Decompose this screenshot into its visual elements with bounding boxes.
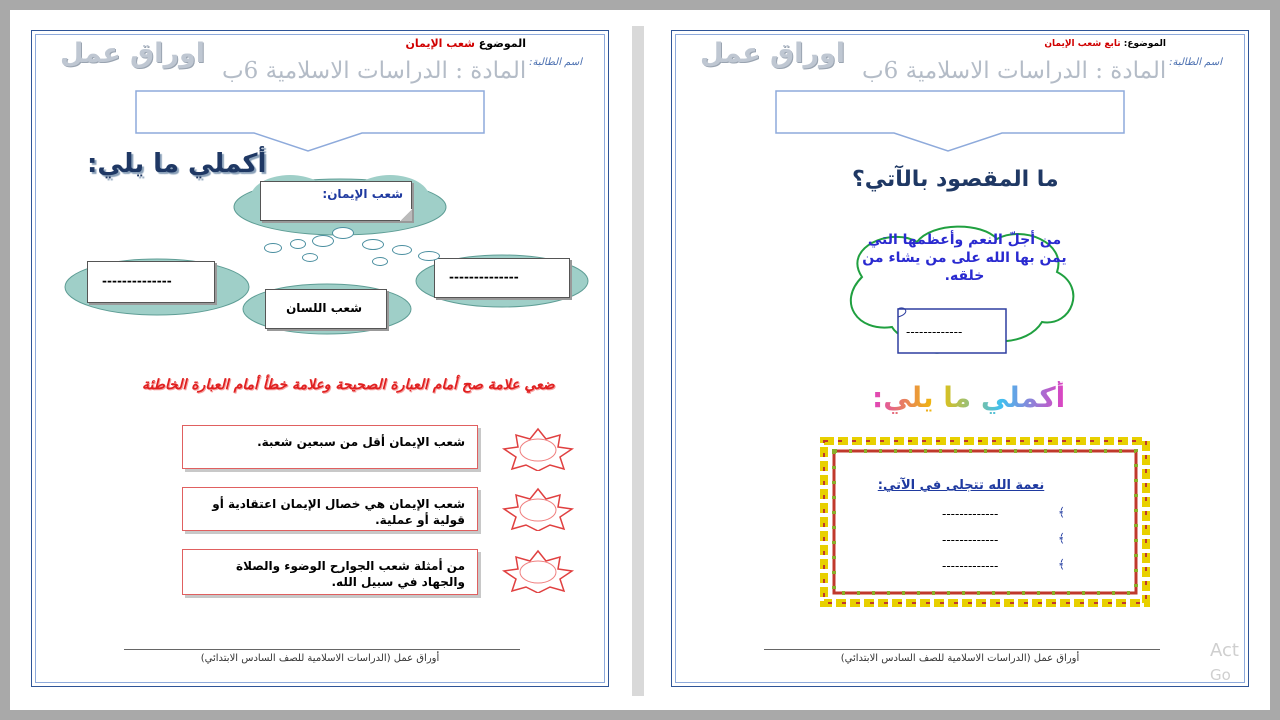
ornamental-frame [820,437,1150,607]
page-fold-icon [400,209,412,221]
page-footer: أوراق عمل (الدراسات الاسلامية للصف السادس الابتدائي) [840,653,1080,664]
topic-label: الموضوع: [1123,39,1166,49]
statement-text: شعب الإيمان هي خصال الإيمان اعتقادية أو قولية أو عملية. [212,497,465,527]
topic-label: الموضوع [478,37,526,50]
answer-star-icon[interactable] [500,487,576,531]
frame-blank-3: ------------- [942,559,999,573]
diagram-bottom-text: شعب اللسان [286,301,362,315]
topic-line [405,37,526,50]
bullet-icon: ﴾ [1058,557,1066,571]
cloud-definition-text: من أجلّ النعم وأعظمها التي يمن بها الله على من يشاء من خلقه. [862,232,1067,284]
footer-divider [124,649,520,650]
diagram-center-card [260,181,412,221]
diagram-right-blank: -------------- [449,270,519,284]
answer-star-icon[interactable] [500,427,576,471]
bullet-icon: ﴾ [1058,505,1066,519]
topic-value: شعب الإيمان [405,37,475,50]
rainbow-complete-heading [872,381,1065,414]
statement-text: شعب الإيمان أقل من سبعين شعبة. [257,435,465,449]
activate-windows-watermark: Act [1210,640,1239,661]
diagram-center-text: شعب الإيمان: [322,187,403,201]
subject-title: المادة : الدراسات الاسلامية 6ب [222,58,527,84]
thought-bubble [312,235,334,247]
thought-bubble [372,257,388,266]
thought-bubble [332,227,354,239]
meaning-heading: ما المقصود بالآتي؟ [852,167,1059,192]
activate-windows-subtext: Go [1210,666,1231,684]
topic-arrow-shape [772,87,1132,157]
thought-bubble [418,251,440,261]
complete-heading: أكملي ما يلي: [87,149,267,179]
statement-1 [182,425,478,469]
subject-title: المادة : الدراسات الاسلامية 6ب [862,58,1167,84]
statement-text: من أمثلة شعب الجوارح الوضوء والصلاة والجهاد في سبيل الله. [236,559,465,589]
worksheet-page-left [31,30,609,687]
bullet-icon: ﴾ [1058,531,1066,545]
topic-value: تابع شعب الإيمان [1044,39,1121,49]
thought-bubble [362,239,384,250]
page-footer: أوراق عمل (الدراسات الاسلامية للصف السادس الابتدائي) [200,653,440,664]
page-gutter [632,26,644,696]
statement-2 [182,487,478,531]
rainbow-heading-text: أكملي ما يلي: [872,381,1066,414]
footer-divider [764,649,1160,650]
thought-bubble [264,243,282,253]
frame-blank-1: ------------- [942,507,999,521]
diagram-left-card [87,261,215,303]
topic-arrow-shape [132,87,492,157]
worksheet-title: اوراق عمل [60,38,206,69]
answer-blank: ------------- [906,325,963,339]
thought-bubble [302,253,318,262]
topic-line [1044,39,1166,49]
statement-3 [182,549,478,595]
student-name-label: اسم الطالبة: [529,57,582,68]
diagram-right-card [434,258,570,298]
thought-bubble [392,245,412,255]
student-name-label: اسم الطالبة: [1169,57,1222,68]
diagram-bottom-card [265,289,387,329]
worksheet-page-right [671,30,1249,687]
answer-star-icon[interactable] [500,549,576,593]
worksheet-title: اوراق عمل [700,38,846,69]
frame-blank-2: ------------- [942,533,999,547]
true-false-instruction: ضعي علامة صح أمام العبارة الصحيحة وعلامة خطأ أمام العبارة الخاطئة [142,377,555,393]
frame-title: نعمة الله تتجلى في الآتي: [877,478,1045,493]
thought-bubble [290,239,306,249]
diagram-left-blank: -------------- [102,274,172,288]
